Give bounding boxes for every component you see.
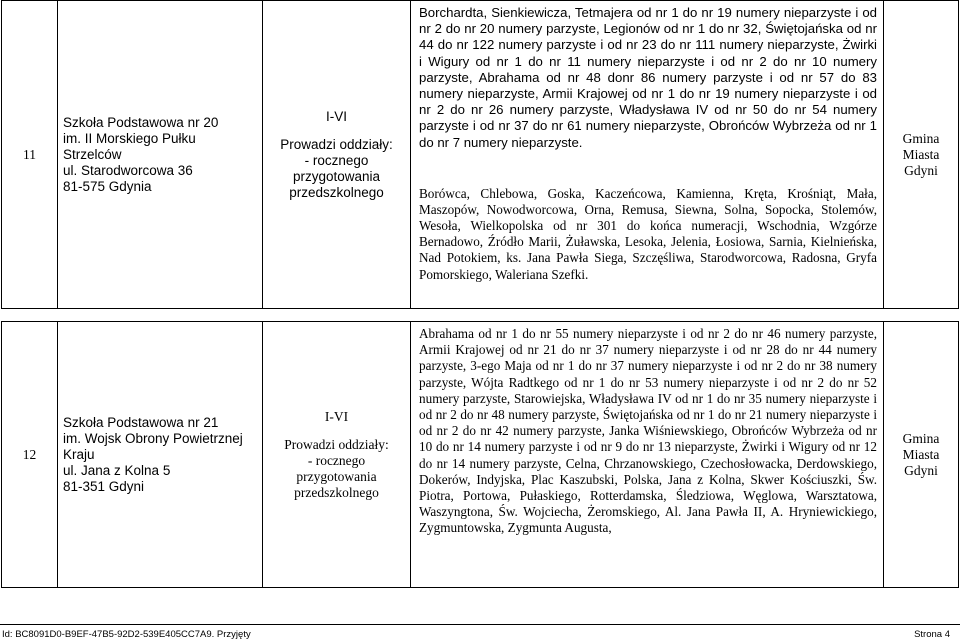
streets-text: Borówca, Chlebowa, Goska, Kaczeńcowa, Kamienna, Kręta, Krośniąt, Mała, Maszopów, Nowodworcowa, Orna, Remusa, Siewna, Solna, Sopocka, Stolemów, Wesoła, Wielkopolska od nr 301 do końca numeracji, Wschodnia, Wzgórze Bernadowo, Źródło Marii, Żuławska, Lesoka, Jelenia, Łosiowa, Sarnia, Kielnieńska, Nad Potokiem, ks. Jana Pawła Siega, Szczęśliwa, Starodworcowa, Radosna, Gryfa Pomorskiego, Waleriana Szefki. bbox=[419, 185, 877, 282]
gmina-cell bbox=[884, 1, 959, 309]
streets-text: Abrahama od nr 1 do nr 55 numery nieparzyste i od nr 2 do nr 46 numery parzyste, Armii Krajowej od nr 21 do nr 37 numery nieparzyste i od nr 28 do nr 44 numery parzyste, 3-ego Maja od nr 1 do nr 37 numery nieparzyste i od nr 2 do nr 38 numery parzyste, Wójta Radtkego od nr 1 do nr 53 numery nieparzyste i od nr 2 do nr 52 numery parzyste, Starowiejska, Władysława IV od nr 1 do nr 35 numery nieparzyste i od nr 2 do nr 48 numery parzyste, Świętojańska od nr 1 do nr 21 numery nieparzyste i od nr 2 do nr 42 numery parzyste, Janka Wiśniewskiego, Obrońców Wybrzeża od nr 10 do nr 14 numery parzyste i od nr 9 do nr 13 nieparzyste, Żwirki i Wigury od nr 12 do nr 14 numery parzyste, Celna, Chrzanowskiego, Czechosłowacka, Derdowskiego, Dokerów, Indyjska, Plac Kaszubski, Polska, Jana z Kolna, Skwer Kościuszki, Św. Piotra, Portowa, Pułaskiego, Rotterdamska, Śledziowa, Węglowa, Warsztatowa, Waszyngtona, Św. Wojciecha, Żeromskiego, Al. Jana Pawła II, A. Hryniewickiego, Zygmuntowska, Zygmunta Augusta, bbox=[419, 326, 877, 536]
grades-cell bbox=[263, 322, 411, 588]
branch-line: Prowadzi oddziały: bbox=[280, 136, 393, 152]
document-id: Id: BC8091D0-B9EF-47B5-92D2-539E405CC7A9. Przyjęty bbox=[2, 629, 251, 640]
grades-range: I-VI bbox=[324, 408, 349, 424]
school-cell bbox=[58, 1, 263, 309]
school-line: Szkoła Podstawowa nr 21 bbox=[63, 414, 219, 430]
row-spacer bbox=[2, 309, 959, 322]
gmina-line: Gdyni bbox=[904, 462, 938, 478]
school-district-table bbox=[1, 0, 959, 588]
branch-line: - rocznego bbox=[307, 452, 366, 468]
table-row bbox=[2, 1, 959, 184]
school-line: 81-351 Gdyni bbox=[63, 478, 145, 494]
school-line: Strzelców bbox=[63, 146, 122, 162]
grades-cell bbox=[263, 1, 411, 309]
school-line: im. Wojsk Obrony Powietrznej bbox=[63, 430, 243, 446]
school-line: 81-575 Gdynia bbox=[63, 178, 152, 194]
branch-line: - rocznego bbox=[304, 152, 369, 168]
school-line: ul. Starodworcowa 36 bbox=[63, 162, 193, 178]
gmina-line: Gmina Miasta bbox=[902, 130, 940, 162]
branch-line: przygotowania bbox=[296, 468, 377, 484]
branch-line: przedszkolnego bbox=[294, 484, 379, 500]
page-number: Strona 4 bbox=[914, 629, 950, 640]
gmina-line: Gdyni bbox=[904, 162, 938, 178]
branch-line: przedszkolnego bbox=[289, 184, 384, 200]
gmina-cell bbox=[884, 322, 959, 588]
branch-line: przygotowania bbox=[292, 168, 381, 184]
streets-cell bbox=[411, 184, 884, 309]
school-cell bbox=[58, 322, 263, 588]
school-line: Kraju bbox=[63, 446, 95, 462]
school-line: Szkoła Podstawowa nr 20 bbox=[63, 114, 219, 130]
streets-cell bbox=[411, 1, 884, 184]
gmina-line: Gmina Miasta bbox=[902, 430, 940, 462]
row-number: 12 bbox=[2, 322, 58, 588]
school-line: im. II Morskiego Pułku bbox=[63, 130, 196, 146]
streets-cell bbox=[411, 322, 884, 588]
page-footer bbox=[0, 624, 960, 643]
grades-range: I-VI bbox=[325, 108, 347, 124]
row-number: 11 bbox=[2, 1, 58, 309]
table-row bbox=[2, 322, 959, 588]
branch-line: Prowadzi oddziały: bbox=[284, 436, 389, 452]
streets-text: Borchardta, Sienkiewicza, Tetmajera od nr 1 do nr 19 numery nieparzyste i od nr 2 do nr 20 numery parzyste, Legionów od nr 1 do nr 32, Świętojańska od nr 44 do nr 122 numery parzyste i od nr 23 do nr 111 numery nieparzyste, Żwirki i Wigury od nr 1 do nr 11 numery nieparzyste i od nr 2 do nr 10 numery parzyste, Abrahama od nr 48 donr 86 numery parzyste i od nr 57 do 83 numery nieparzyste, Armii Krajowej od nr 1 do nr 19 numery nieparzyste i od nr 2 do nr 26 numery parzyste, Władysława IV od nr 50 do nr 54 numery parzyste i od nr 37 do nr 61 numery nieparzyste, Obrońców Wybrzeża od nr 1 do nr 7 numery nieparzyste. bbox=[419, 5, 877, 150]
school-line: ul. Jana z Kolna 5 bbox=[63, 462, 171, 478]
